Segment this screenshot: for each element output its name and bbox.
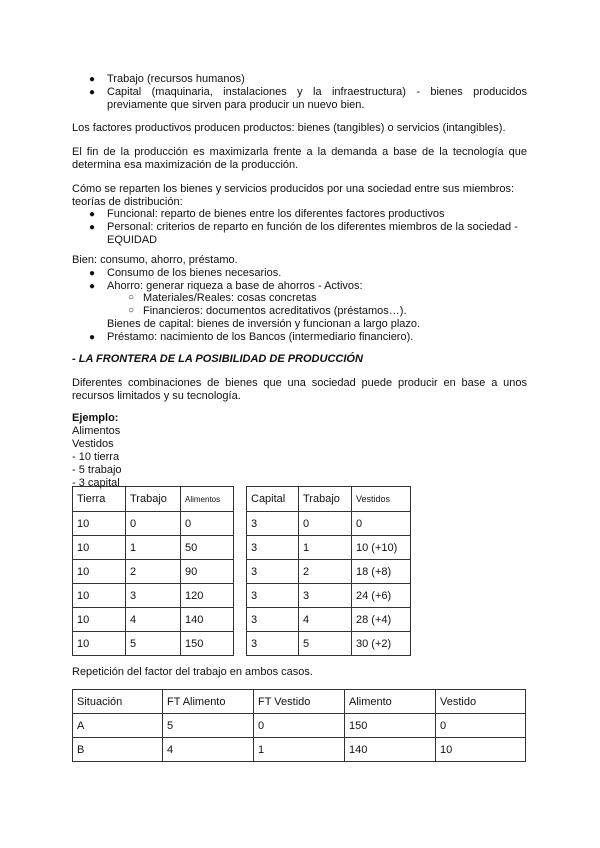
- table-cell: 10: [73, 632, 126, 656]
- list-item: ● Trabajo (recursos humanos): [89, 73, 245, 85]
- prestamo-list: [89, 331, 527, 344]
- list-item: ● Personal: criterios de reparto en función de los diferentes miembros de la sociedad - EQUIDAD: [89, 221, 518, 246]
- table-cell: 3: [299, 584, 352, 608]
- table-cell: 10: [73, 608, 126, 632]
- table-cell: 3: [126, 584, 181, 608]
- bullet-icon: ●: [89, 74, 96, 85]
- table-cell: 3: [247, 608, 299, 632]
- table-cell: 0: [254, 714, 345, 738]
- table-cell: 1: [126, 536, 181, 560]
- bullet-icon: ●: [89, 268, 96, 279]
- table-cell: 10: [73, 560, 126, 584]
- table-cell: 2: [299, 560, 352, 584]
- table-cell: 3: [247, 512, 299, 536]
- paragraph: Cómo se reparten los bienes y servicios producidos por una sociedad entre sus miembros: teorías de distribución:: [72, 183, 515, 208]
- list-item: ○ Financieros: documentos acreditativos (préstamos…).: [128, 305, 407, 317]
- table-cell: 50: [181, 536, 234, 560]
- table-cell: 3: [247, 632, 299, 656]
- table-row: [247, 584, 411, 608]
- table-header-row: [73, 487, 234, 512]
- table-cell: 3: [247, 584, 299, 608]
- table-row: [247, 632, 411, 656]
- table-header: Trabajo: [299, 487, 352, 512]
- table-cell: 0: [181, 512, 234, 536]
- table-row: [247, 560, 411, 584]
- table-cell: 140: [181, 608, 234, 632]
- table-row: [73, 738, 526, 762]
- table-cell: 30 (+2): [352, 632, 411, 656]
- distribution-list: [89, 208, 527, 247]
- bien-list: [89, 267, 527, 293]
- section-heading: - LA FRONTERA DE LA POSIBILIDAD DE PRODUCCIÓN: [72, 353, 363, 365]
- table-cell: 0: [352, 512, 411, 536]
- example-line: - 10 tierra: [72, 451, 120, 463]
- table-cell: 5: [163, 714, 254, 738]
- table-header: FT Vestido: [254, 690, 345, 714]
- table-cell: 0: [299, 512, 352, 536]
- table-cell: 18 (+8): [352, 560, 411, 584]
- table-cell: B: [73, 738, 163, 762]
- table-cell: 150: [181, 632, 234, 656]
- list-item: ● Ahorro: generar riqueza a base de ahorros - Activos:: [89, 280, 363, 292]
- paragraph: Los factores productivos producen productos: bienes (tangibles) o servicios (intangibles).: [72, 122, 506, 134]
- table-cell: 140: [345, 738, 436, 762]
- table-cell: 0: [126, 512, 181, 536]
- alimentos-table: [72, 486, 234, 656]
- table-cell: 150: [345, 714, 436, 738]
- table-cell: 2: [126, 560, 181, 584]
- table-cell: 0: [436, 714, 526, 738]
- example-line: - 3 capital: [72, 477, 120, 489]
- table-cell: 3: [247, 560, 299, 584]
- paragraph: Bien: consumo, ahorro, préstamo.: [72, 254, 238, 266]
- vestidos-table: [246, 486, 411, 656]
- table-row: [73, 560, 234, 584]
- table-cell: 1: [299, 536, 352, 560]
- list-item: ● Capital (maquinaria, instalaciones y la infraestructura) - bienes producidos previamente que sirven para producir un nuevo bien.: [89, 86, 527, 111]
- table-cell: 28 (+4): [352, 608, 411, 632]
- table-cell: 10 (+10): [352, 536, 411, 560]
- situacion-table: [72, 689, 526, 762]
- table-header: Alimento: [345, 690, 436, 714]
- bullet-icon: ●: [89, 222, 96, 233]
- table-row: [73, 632, 234, 656]
- table-row: [73, 714, 526, 738]
- table-header: Vestidos: [352, 487, 411, 512]
- table-header: FT Alimento: [163, 690, 254, 714]
- table-cell: 4: [126, 608, 181, 632]
- example-line: Vestidos: [72, 438, 114, 450]
- list-item: ● Préstamo: nacimiento de los Bancos (intermediario financiero).: [89, 331, 414, 343]
- list-item: ● Consumo de los bienes necesarios.: [89, 267, 282, 279]
- table-row: [247, 536, 411, 560]
- table-cell: 90: [181, 560, 234, 584]
- table-header: Tierra: [73, 487, 126, 512]
- example-line: Alimentos: [72, 425, 121, 437]
- table-cell: 4: [163, 738, 254, 762]
- table-cell: 5: [126, 632, 181, 656]
- table-header: Capital: [247, 487, 299, 512]
- table-cell: 10: [73, 512, 126, 536]
- table-cell: 4: [299, 608, 352, 632]
- list-item: ● Funcional: reparto de bienes entre los diferentes factores productivos: [89, 208, 445, 220]
- table-cell: A: [73, 714, 163, 738]
- table-cell: 10: [436, 738, 526, 762]
- table-cell: 3: [247, 536, 299, 560]
- circle-bullet-icon: ○: [128, 305, 135, 316]
- table-row: [73, 584, 234, 608]
- table-cell: 5: [299, 632, 352, 656]
- bullet-icon: ●: [89, 281, 96, 292]
- bullet-icon: ●: [89, 87, 96, 98]
- table-cell: 10: [73, 536, 126, 560]
- table-header: Vestido: [436, 690, 526, 714]
- bullet-icon: ●: [89, 332, 96, 343]
- table-header: Alimentos: [181, 487, 234, 512]
- table-cell: 10: [73, 584, 126, 608]
- paragraph: El fin de la producción es maximizarla frente a la demanda a base de la tecnología que determina esa maximización de la producción.: [72, 146, 527, 171]
- table-header-row: [247, 487, 411, 512]
- table-row: [247, 512, 411, 536]
- activos-list: [128, 292, 523, 318]
- bullet-icon: ●: [89, 209, 96, 220]
- table-cell: 120: [181, 584, 234, 608]
- table-header: Situación: [73, 690, 163, 714]
- paragraph: Diferentes combinaciones de bienes que una sociedad puede producir en base a unos recursos limitados y su tecnología.: [72, 377, 527, 402]
- table-header-row: [73, 690, 526, 714]
- paragraph: Bienes de capital: bienes de inversión y funcionan a largo plazo.: [107, 318, 421, 330]
- table-row: [73, 608, 234, 632]
- example-line: - 5 trabajo: [72, 464, 122, 476]
- table-row: [73, 536, 234, 560]
- table-cell: 24 (+6): [352, 584, 411, 608]
- example-block: [72, 412, 272, 490]
- example-title: Ejemplo:: [72, 412, 119, 424]
- table-header: Trabajo: [126, 487, 181, 512]
- table-cell: 1: [254, 738, 345, 762]
- list-item: ○ Materiales/Reales: cosas concretas: [128, 292, 317, 304]
- table-row: [73, 512, 234, 536]
- table-row: [247, 608, 411, 632]
- resources-list: [89, 73, 527, 112]
- paragraph: Repetición del factor del trabajo en ambos casos.: [72, 666, 313, 678]
- circle-bullet-icon: ○: [128, 292, 135, 303]
